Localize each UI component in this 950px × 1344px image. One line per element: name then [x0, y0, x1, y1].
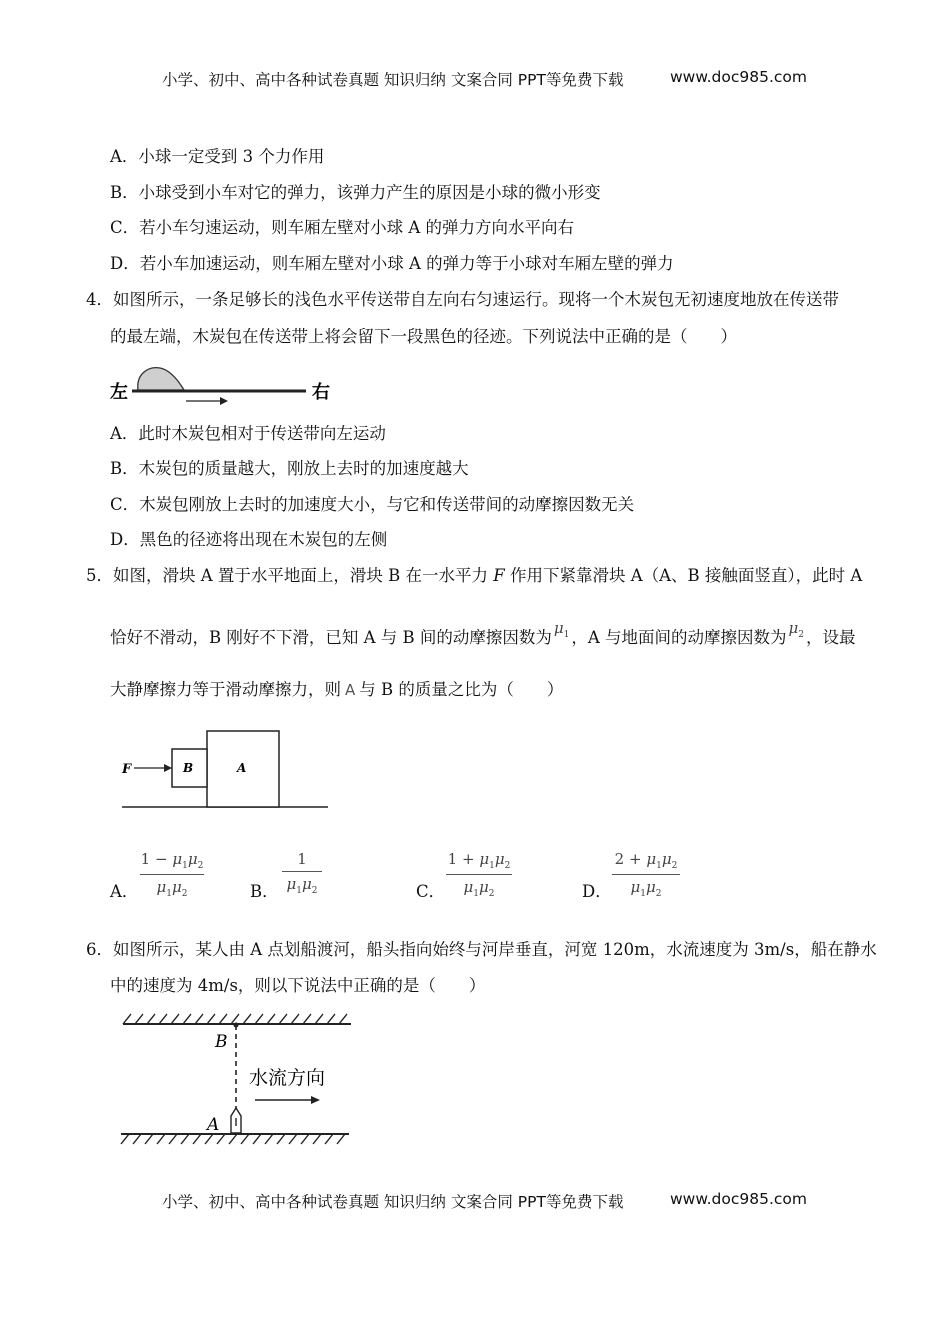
q5-option-a-num-text: 1 − [140, 850, 168, 868]
q5-mass-a-symbol: A [345, 681, 356, 699]
q5-d-den-mu2-sub: 2 [655, 889, 662, 899]
q3-option-b: B．小球受到小车对它的弹力，该弹力产生的原因是小球的微小形变 [110, 183, 601, 202]
q3-option-d: D．若小车加速运动，则车厢左壁对小球 A 的弹力等于小球对车厢左壁的弹力 [110, 254, 674, 273]
q5-option-c-fraction [446, 850, 512, 899]
q5-stem2-text-b: ，A 与地面间的动摩擦因数为 [571, 628, 787, 647]
q5-option-c-denominator [446, 878, 512, 899]
q5-c-num-mu2-sub: 2 [504, 861, 511, 871]
mu2-subscript: 2 [798, 630, 805, 640]
q5-stem-text-b: 作用下紧靠滑块 A（A、B 接触面竖直），此时 A [504, 566, 863, 585]
q4-stem-line2: 的最左端，木炭包在传送带上将会留下一段黑色的径迹。下列说法中正确的是（ ） [110, 327, 737, 346]
q6-stem-line2: 中的速度为 4m/s，则以下说法中正确的是（ ） [110, 976, 486, 995]
q5-option-b-numerator [282, 850, 322, 868]
q5-stem2-text-c: ，设最 [806, 628, 856, 647]
q5-a-num-mu2: μ [187, 850, 198, 868]
q5-b-den-mu2: μ [302, 875, 312, 893]
q5-c-den-mu1: μ [463, 878, 474, 896]
q5-option-a-denominator [140, 878, 204, 899]
q5-stem3-text-a: 大静摩擦力等于滑动摩擦力，则 [110, 680, 341, 699]
q5-stem-text-a: 5．如图，滑块 A 置于水平地面上，滑块 B 在一水平力 [86, 566, 494, 585]
bottom-bank-hatching [121, 1134, 345, 1144]
point-a-label: A [207, 1115, 220, 1135]
q4-option-b: B．木炭包的质量越大，刚放上去时的加速度越大 [110, 459, 469, 478]
point-b-dot [234, 1023, 239, 1028]
belt-direction-arrow-head [220, 397, 228, 405]
q5-option-b-label: B． [250, 882, 279, 901]
q5-option-d-num-text: 2 + [614, 850, 642, 868]
q5-d-num-mu1: μ [646, 850, 657, 868]
q5-b-den-mu1: μ [286, 875, 297, 893]
q5-b-den-mu1-sub: 1 [296, 886, 302, 896]
q5-c-num-mu1: μ [479, 850, 490, 868]
q5-stem-line2 [110, 619, 856, 655]
q5-option-c-fraction-bar [446, 874, 512, 875]
point-b-label: B [215, 1032, 228, 1052]
q5-stem3-text-b: 与 B 的质量之比为（ ） [359, 680, 564, 699]
q5-option-a-fraction-bar [140, 874, 204, 875]
q4-option-a: A．此时木炭包相对于传送带向左运动 [110, 424, 386, 443]
mu1-letter: μ [553, 619, 564, 637]
q5-a-den-mu2: μ [172, 878, 182, 896]
q5-option-b-denominator [282, 875, 322, 896]
footer-link[interactable]: www.doc985.com [670, 1190, 807, 1208]
q5-option-a-fraction [140, 850, 204, 899]
q5-c-num-mu2: μ [494, 850, 505, 868]
q5-a-num-mu1-sub: 1 [182, 861, 188, 871]
q5-d-num-mu2-sub: 2 [671, 861, 678, 871]
q5-option-b-fraction [282, 850, 322, 896]
q5-c-num-mu1-sub: 1 [489, 861, 495, 871]
conveyor-right-label: 右 [312, 382, 330, 403]
q5-stem-line1 [86, 566, 862, 586]
conveyor-figure [108, 360, 338, 410]
q5-option-d-denominator [612, 878, 680, 899]
q5-option-c-numerator [446, 850, 512, 871]
header-text: 小学、初中、高中各种试卷真题 知识归纳 文案合同 PPT等免费下载 [162, 71, 624, 89]
q5-stem2-text-a: 恰好不滑动，B 刚好不下滑，已知 A 与 B 间的动摩擦因数为 [110, 628, 552, 647]
q5-option-c-label: C． [416, 882, 446, 901]
mu1-symbol [553, 619, 570, 640]
q5-a-den-mu1: μ [156, 878, 167, 896]
q5-a-num-mu2-sub: 2 [197, 861, 204, 871]
q4-stem-line1: 4．如图所示，一条足够长的浅色水平传送带自左向右匀速运行。现将一个木炭包无初速度地放在传送带 [86, 290, 839, 309]
block-a-label: A [237, 761, 247, 775]
q5-option-a-label: A． [110, 882, 139, 901]
mu1-subscript: 1 [563, 630, 570, 640]
q4-option-d: D．黑色的径迹将出现在木炭包的左侧 [110, 530, 388, 549]
q5-d-den-mu1: μ [630, 878, 641, 896]
footer-text: 小学、初中、高中各种试卷真题 知识归纳 文案合同 PPT等免费下载 [162, 1193, 624, 1211]
q6-stem-line1: 6．如图所示，某人由 A 点划船渡河，船头指向始终与河岸垂直，河宽 120m，水流速度为 3m/s，船在静水 [86, 940, 877, 959]
block-b-label: B [183, 761, 194, 775]
q4-option-c: C．木炭包刚放上去时的加速度大小，与它和传送带间的动摩擦因数无关 [110, 495, 635, 514]
charcoal-bag-shape [138, 368, 184, 390]
q5-option-c-num-text: 1 + [447, 850, 475, 868]
q5-stem-line3 [110, 680, 563, 700]
q5-d-den-mu1-sub: 1 [640, 889, 646, 899]
q5-c-den-mu2-sub: 2 [488, 889, 495, 899]
mu2-letter: μ [788, 619, 799, 637]
q5-option-b-fraction-bar [282, 871, 322, 872]
q5-option-d-label: D． [582, 882, 612, 901]
q5-option-d-fraction-bar [612, 874, 680, 875]
force-arrow-head [164, 764, 172, 772]
q5-d-den-mu2: μ [646, 878, 656, 896]
q5-d-num-mu2: μ [661, 850, 672, 868]
q5-force-symbol: F [493, 566, 505, 585]
q5-b-den-mu2-sub: 2 [311, 886, 318, 896]
q3-option-c: C．若小车匀速运动，则车厢左壁对小球 A 的弹力方向水平向右 [110, 218, 575, 237]
top-bank-hatching [123, 1014, 347, 1024]
force-label: F [122, 762, 132, 777]
q5-d-num-mu1-sub: 1 [656, 861, 662, 871]
mu2-symbol [788, 619, 805, 640]
q5-a-den-mu1-sub: 1 [166, 889, 172, 899]
q5-a-num-mu1: μ [172, 850, 183, 868]
header-link[interactable]: www.doc985.com [670, 68, 807, 86]
q3-option-a: A．小球一定受到 3 个力作用 [110, 147, 325, 166]
flow-direction-label: 水流方向 [249, 1067, 326, 1089]
conveyor-left-label: 左 [110, 382, 128, 403]
q5-option-d-fraction [612, 850, 680, 899]
q5-c-den-mu2: μ [479, 878, 489, 896]
sliding-blocks-figure [118, 725, 333, 810]
q5-option-a-numerator [140, 850, 204, 871]
river-crossing-figure [115, 1008, 360, 1153]
q5-option-b-num-text: 1 [297, 850, 307, 868]
q5-a-den-mu2-sub: 2 [181, 889, 188, 899]
flow-arrow-head [311, 1096, 320, 1104]
q5-c-den-mu1-sub: 1 [473, 889, 479, 899]
q5-option-d-numerator [612, 850, 680, 871]
